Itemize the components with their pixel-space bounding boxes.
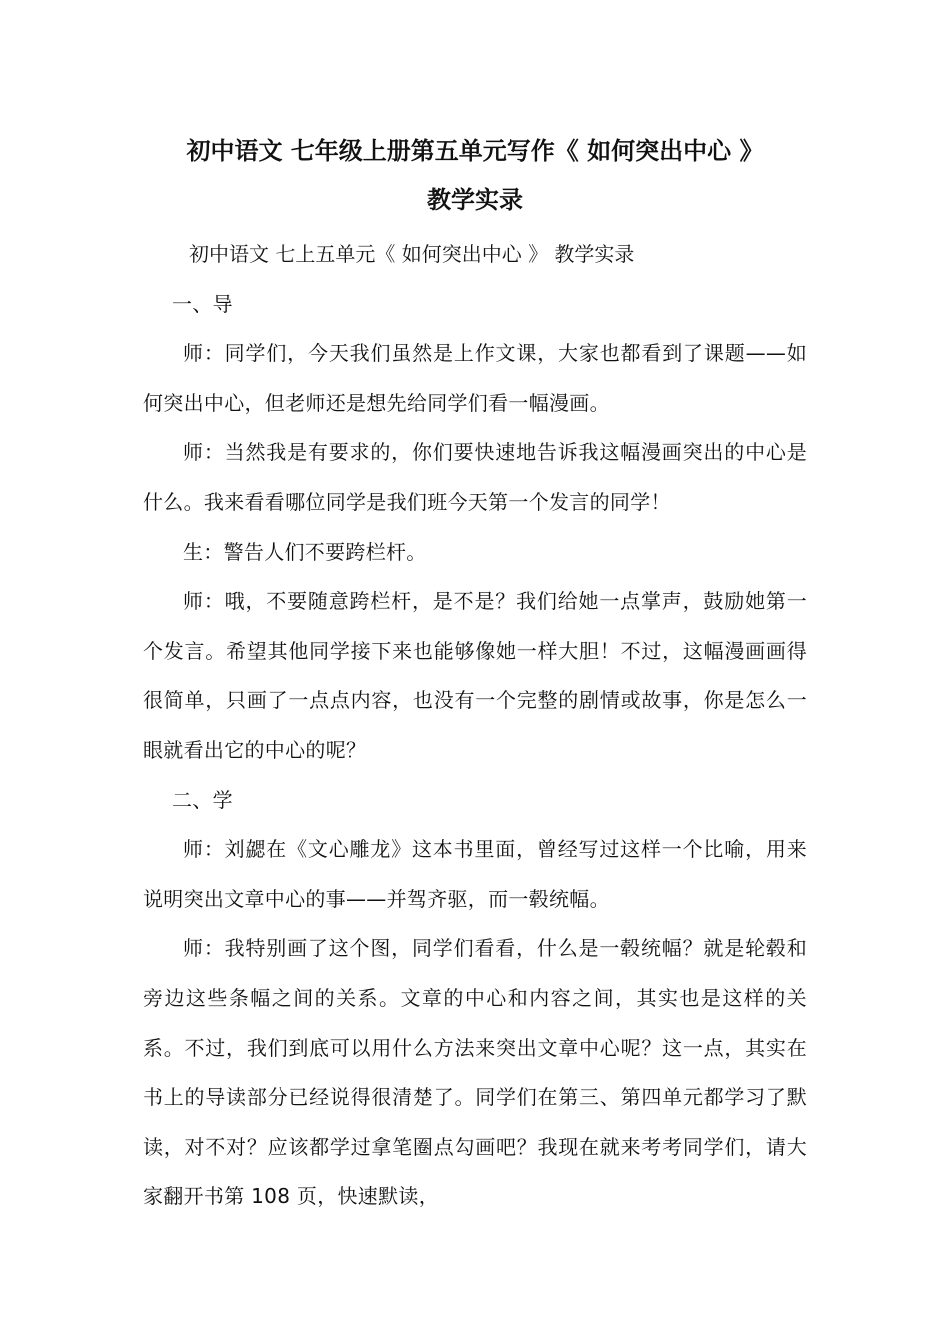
paragraph-teacher-3: 师：哦，不要随意跨栏杆，是不是？我们给她一点掌声，鼓励她第一个发言。希望其他同学接下来也能够像她一样大胆！不过，这幅漫画画得很简单，只画了一点点内容，也没有一个完整的剧情或故事，你是怎么一眼就看出它的中心的呢？: [143, 589, 807, 762]
document-subtitle: 初中语文 七上五单元《 如何突出中心 》 教学实录: [189, 242, 635, 266]
paragraph-teacher-5: 师：我特别画了这个图，同学们看看，什么是一毂统幅？就是轮毂和旁边这些条幅之间的关系。文章的中心和内容之间，其实也是这样的关系。不过，我们到底可以用什么方法来突出文章中心呢？这一点，其实在书上的导读部分已经说得很清楚了。同学们在第三、第四单元都学习了默读，对不对？应该都学过拿笔圈点勾画吧？我现在就来考考同学们，请大家翻开书第 108 页，快速默读，: [143, 936, 807, 1209]
document-title-line-1: 初中语文 七年级上册第五单元写作《 如何突出中心 》: [186, 137, 764, 165]
paragraph-student-1: 生：警告人们不要跨栏杆。: [183, 539, 427, 564]
section-heading-learning: 二、学: [172, 787, 233, 812]
section-heading-lead-in: 一、导: [172, 291, 233, 316]
document-title-line-2: 教学实录: [427, 186, 523, 214]
paragraph-teacher-1: 师：同学们，今天我们虽然是上作文课，大家也都看到了课题——如何突出中心，但老师还是想先给同学们看一幅漫画。: [143, 341, 807, 415]
paragraph-teacher-2: 师：当然我是有要求的，你们要快速地告诉我这幅漫画突出的中心是什么。我来看看哪位同学是我们班今天第一个发言的同学！: [143, 440, 807, 514]
paragraph-teacher-4: 师：刘勰在《文心雕龙》这本书里面，曾经写过这样一个比喻，用来说明突出文章中心的事——并驾齐驱，而一毂统幅。: [143, 837, 807, 911]
document-body: [143, 230, 807, 1222]
